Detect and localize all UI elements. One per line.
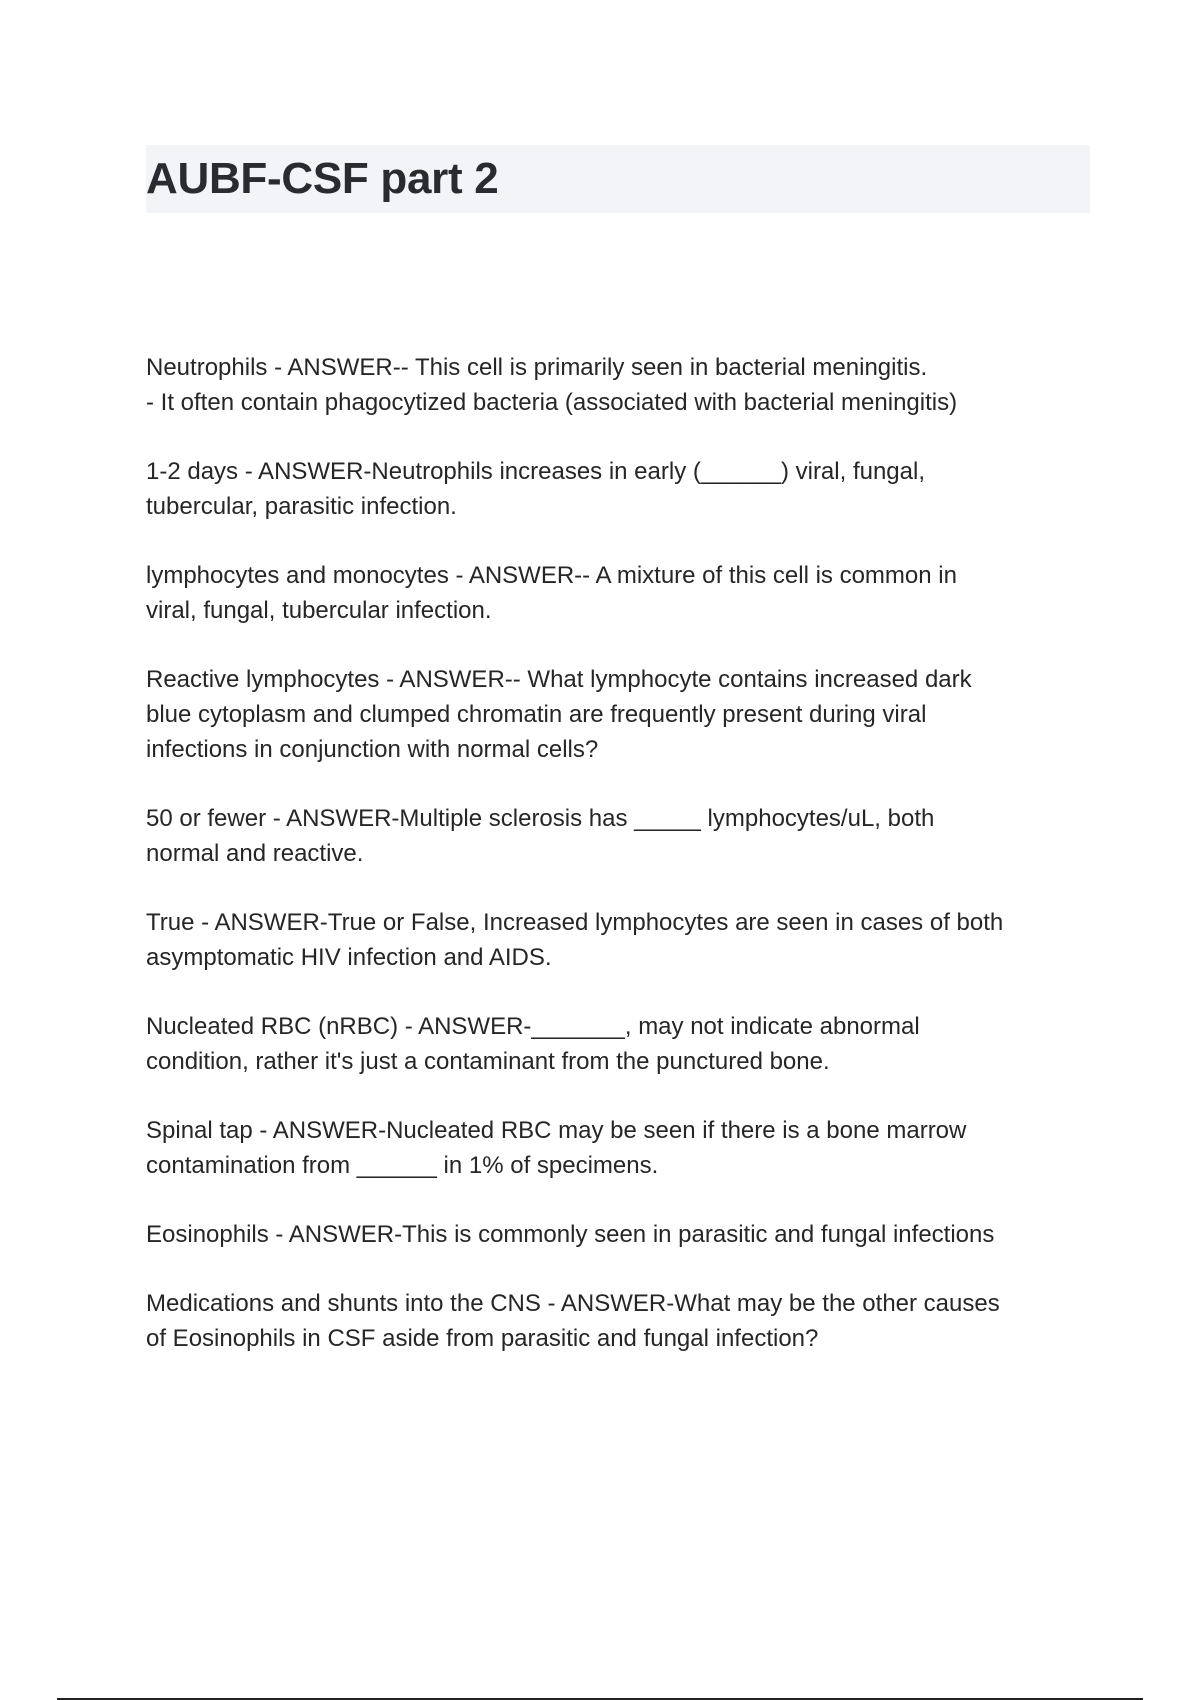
qa-item: Medications and shunts into the CNS - ANSWER-What may be the other causes of Eosinophils in CSF aside from parasitic and fungal infection? <box>146 1290 1000 1352</box>
qa-item: Neutrophils - ANSWER-- This cell is primarily seen in bacterial meningitis. - It often contain phagocytized bacteria (associated with bacterial meningitis) <box>146 354 958 416</box>
qa-item: True - ANSWER-True or False, Increased lymphocytes are seen in cases of both asymptomatic HIV infection and AIDS. <box>146 909 1004 971</box>
qa-item: 1-2 days - ANSWER-Neutrophils increases in early (______) viral, fungal, tubercular, parasitic infection. <box>146 458 926 520</box>
qa-item: 50 or fewer - ANSWER-Multiple sclerosis has _____ lymphocytes/uL, both normal and reactive. <box>146 805 935 867</box>
title-banner <box>146 145 1090 213</box>
page-title: AUBF-CSF part 2 <box>146 154 499 203</box>
qa-item: Spinal tap - ANSWER-Nucleated RBC may be seen if there is a bone marrow contamination from ______ in 1% of specimens. <box>146 1117 967 1179</box>
qa-list <box>146 350 1096 1390</box>
qa-item: lymphocytes and monocytes - ANSWER-- A mixture of this cell is common in viral, fungal, tubercular infection. <box>146 562 957 624</box>
qa-item: Eosinophils - ANSWER-This is commonly seen in parasitic and fungal infections <box>146 1221 995 1248</box>
qa-item: Nucleated RBC (nRBC) - ANSWER-_______, may not indicate abnormal condition, rather it's just a contaminant from the punctured bone. <box>146 1013 920 1075</box>
qa-item: Reactive lymphocytes - ANSWER-- What lymphocyte contains increased dark blue cytoplasm and clumped chromatin are frequently present during viral infections in conjunction with normal cells? <box>146 666 972 763</box>
